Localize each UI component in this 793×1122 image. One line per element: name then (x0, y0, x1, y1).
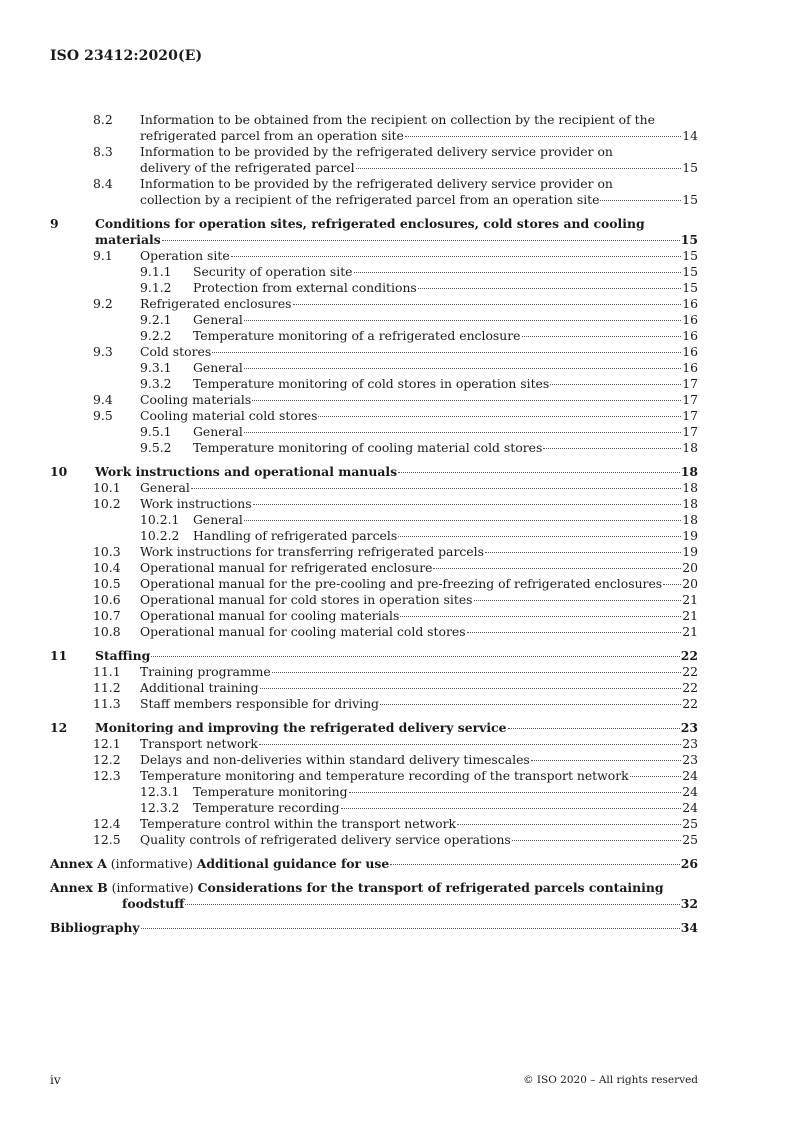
toc-entry-title: Operational manual for cooling material cold stores (140, 624, 466, 639)
toc-entry-title-line (193, 376, 698, 392)
document-header: ISO 23412:2020(E) (50, 48, 203, 64)
dot-leader (212, 352, 681, 353)
toc-entry-page: 17 (682, 424, 698, 439)
toc-entry-page: 19 (682, 528, 698, 543)
dot-leader (457, 824, 681, 825)
dot-leader (405, 136, 681, 137)
toc-entry-title: General (193, 312, 243, 327)
toc-entry-title: Additional guidance for use (196, 856, 390, 871)
toc-entry-number: 12.4 (93, 816, 121, 831)
toc-entry-title: Temperature recording (193, 800, 340, 815)
dot-leader (252, 400, 681, 401)
dot-leader (543, 448, 681, 449)
toc-entry-title: Operation site (140, 248, 230, 263)
toc-entry-title-line (140, 248, 698, 264)
toc-entry-page: 17 (682, 376, 698, 391)
toc-entry-number: 9 (50, 216, 59, 231)
toc-entry-title-line (140, 768, 698, 784)
toc-entry-page: 23 (682, 752, 698, 767)
toc-entry-title-line (140, 144, 698, 160)
toc-entry-title: Cooling materials (140, 392, 252, 407)
dot-leader (191, 488, 681, 489)
toc-entry-page: 15 (682, 280, 698, 295)
toc-entry-title-line (140, 832, 698, 848)
dot-leader (244, 320, 681, 321)
toc-entry-title: Temperature monitoring and temperature recording of the transport network (140, 768, 629, 783)
toc-entry-number: 9.3.1 (140, 360, 172, 375)
toc-entry-page: 15 (682, 248, 698, 263)
toc-entry-page: 18 (682, 440, 698, 455)
dot-leader (151, 656, 680, 657)
toc-entry-number: 10.7 (93, 608, 121, 623)
annex-label: Annex B (50, 880, 108, 895)
toc-entry-title-line (140, 624, 698, 640)
toc-entry-title: Training programme (140, 664, 271, 679)
toc-entry-number: 12.3 (93, 768, 121, 783)
toc-entry-title-line (50, 920, 698, 936)
dot-leader (244, 368, 681, 369)
toc-entry-title: Protection from external conditions (193, 280, 417, 295)
toc-entry-page: 16 (682, 344, 698, 359)
toc-entry-title-line (193, 328, 698, 344)
toc-entry-title-line (95, 648, 698, 664)
toc-entry-title: Operational manual for refrigerated enclosure (140, 560, 433, 575)
dot-leader (400, 616, 681, 617)
toc-entry-page: 15 (682, 264, 698, 279)
toc-entry-title: Monitoring and improving the refrigerated delivery service (95, 720, 507, 735)
toc-entry-title: Cooling material cold stores (140, 408, 318, 423)
toc-entry-title-line (140, 392, 698, 408)
page-number: iv (50, 1073, 61, 1087)
dot-leader (512, 840, 681, 841)
dot-leader (253, 504, 682, 505)
toc-entry-page: 21 (682, 624, 698, 639)
dot-leader (259, 744, 681, 745)
toc-entry-title: Quality controls of refrigerated delivery service operations (140, 832, 511, 847)
dot-leader (663, 584, 681, 585)
toc-entry-page: 15 (682, 160, 698, 175)
toc-entry-title: Conditions for operation sites, refrigerated enclosures, cold stores and cooling (95, 216, 645, 231)
dot-leader (244, 520, 681, 521)
toc-entry-title: foodstuff (122, 896, 185, 911)
toc-entry-title: Work instructions (140, 496, 252, 511)
toc-entry-number: 9.2 (93, 296, 113, 311)
annex-status: (informative) (106, 856, 197, 871)
toc-entry-number: 12.2 (93, 752, 121, 767)
toc-entry-page: 22 (682, 680, 698, 695)
toc-entry-title: General (193, 360, 243, 375)
toc-entry-title-line (193, 800, 698, 816)
toc-entry-title: Handling of refrigerated parcels (193, 528, 398, 543)
toc-entry-page: 21 (682, 592, 698, 607)
toc-entry-number: 9.5 (93, 408, 113, 423)
toc-entry-title: General (193, 424, 243, 439)
toc-entry-page: 25 (682, 832, 698, 847)
toc-entry-title: Operational manual for cooling materials (140, 608, 400, 623)
toc-entry-title-line (140, 296, 698, 312)
toc-entry-title-line (50, 856, 698, 872)
toc-entry-title: Temperature control within the transport network (140, 816, 457, 831)
toc-entry-title: Information to be obtained from the recipient on collection by the recipient of the (140, 112, 655, 127)
toc-entry-number: 11.3 (93, 696, 121, 711)
toc-entry-page: 18 (680, 464, 698, 479)
toc-entry-page: 14 (682, 128, 698, 143)
toc-entry-title: Work instructions and operational manuals (95, 464, 398, 479)
dot-leader (467, 632, 682, 633)
toc-entry-number: 8.4 (93, 176, 113, 191)
toc-entry-title-line (193, 312, 698, 328)
toc-entry-number: 10.8 (93, 624, 121, 639)
toc-entry-number: 10 (50, 464, 68, 479)
toc-entry-title: delivery of the refrigerated parcel (140, 160, 355, 175)
dot-leader (272, 672, 681, 673)
toc-entry-page: 23 (682, 736, 698, 751)
toc-entry-title: Information to be provided by the refrigerated delivery service provider on (140, 144, 613, 159)
toc-entry-title: Cold stores (140, 344, 212, 359)
toc-entry-title: Security of operation site (193, 264, 353, 279)
dot-leader (522, 336, 682, 337)
dot-leader (231, 256, 682, 257)
toc-entry-title: Staffing (95, 648, 151, 663)
toc-entry-title-line (95, 720, 698, 736)
toc-entry-number: 11.2 (93, 680, 121, 695)
toc-entry-title-line (193, 528, 698, 544)
toc-entry-title-line (140, 560, 698, 576)
toc-entry-title-line (140, 592, 698, 608)
toc-entry-number: 12.3.1 (140, 784, 180, 799)
toc-entry-number: 10.4 (93, 560, 121, 575)
toc-entry-title: refrigerated parcel from an operation site (140, 128, 404, 143)
dot-leader (531, 760, 681, 761)
toc-entry-title: Information to be provided by the refrigerated delivery service provider on (140, 176, 613, 191)
toc-entry-number: 12.3.2 (140, 800, 180, 815)
toc-entry-page: 15 (680, 232, 698, 247)
toc-entry-page: 25 (682, 816, 698, 831)
toc-entry-title: Temperature monitoring of a refrigerated enclosure (193, 328, 521, 343)
toc-entry-title-line (140, 496, 698, 512)
toc-entry-number: 10.1 (93, 480, 121, 495)
toc-entry-page: 20 (682, 576, 698, 591)
toc-entry-title: General (140, 480, 190, 495)
toc-entry-page: 20 (682, 560, 698, 575)
toc-entry-page: 24 (682, 768, 698, 783)
dot-leader (341, 808, 682, 809)
toc-entry-title: Work instructions for transferring refrigerated parcels (140, 544, 484, 559)
toc-entry-page: 22 (680, 648, 698, 663)
dot-leader (600, 200, 681, 201)
toc-entry-number: 9.1.2 (140, 280, 172, 295)
toc-entry-title-line (140, 344, 698, 360)
toc-entry-title: Temperature monitoring of cold stores in operation sites (193, 376, 550, 391)
toc-entry-number: 8.2 (93, 112, 113, 127)
toc-entry-page: 18 (682, 512, 698, 527)
toc-entry-title-line (140, 696, 698, 712)
toc-entry-page: 21 (682, 608, 698, 623)
toc-entry-number: 8.3 (93, 144, 113, 159)
toc-entry-page: 22 (682, 696, 698, 711)
toc-entry-title-line (193, 264, 698, 280)
dot-leader (318, 416, 681, 417)
toc-entry-page: 16 (682, 328, 698, 343)
dot-leader (356, 168, 682, 169)
toc-entry-title-line (140, 192, 698, 208)
dot-leader (398, 472, 680, 473)
toc-entry-page: 16 (682, 296, 698, 311)
toc-entry-page: 19 (682, 544, 698, 559)
toc-entry-number: 9.4 (93, 392, 113, 407)
toc-entry-title-line (140, 408, 698, 424)
toc-entry-page: 18 (682, 480, 698, 495)
dot-leader (550, 384, 681, 385)
toc-entry-number: 10.6 (93, 592, 121, 607)
dot-leader (398, 536, 681, 537)
toc-entry-title-line (193, 512, 698, 528)
toc-entry-title-line (140, 128, 698, 144)
toc-entry-title-line (140, 752, 698, 768)
toc-entry-title: Considerations for the transport of refrigerated parcels containing (197, 880, 664, 895)
toc-entry-title-line (140, 480, 698, 496)
toc-entry-number: 12.5 (93, 832, 121, 847)
toc-entry-title-line (95, 464, 698, 480)
toc-entry-title-line (140, 736, 698, 752)
toc-entry-title-line (140, 112, 698, 128)
toc-entry-number: 9.1.1 (140, 264, 172, 279)
toc-entry-number: 11 (50, 648, 68, 663)
toc-entry-number: 10.2.2 (140, 528, 180, 543)
toc-entry-page: 24 (682, 784, 698, 799)
toc-entry-title-line (193, 360, 698, 376)
toc-entry-number: 10.3 (93, 544, 121, 559)
toc-entry-number: 9.1 (93, 248, 113, 263)
toc-entry-title: Transport network (140, 736, 258, 751)
toc-entry-number: 9.5.1 (140, 424, 172, 439)
toc-entry-title-line (193, 784, 698, 800)
toc-entry-title-line (122, 896, 698, 912)
toc-entry-page: 17 (682, 408, 698, 423)
toc-entry-page: 22 (682, 664, 698, 679)
toc-entry-title-line (140, 160, 698, 176)
toc-entry-title: collection by a recipient of the refrigerated parcel from an operation site (140, 192, 600, 207)
toc-entry-page: 16 (682, 360, 698, 375)
toc-entry-number: 10.2.1 (140, 512, 180, 527)
toc-entry-title: Additional training (140, 680, 259, 695)
toc-entry-number: 12 (50, 720, 68, 735)
toc-entry-title: Temperature monitoring of cooling material cold stores (193, 440, 543, 455)
dot-leader (260, 688, 682, 689)
toc-entry-title: Temperature monitoring (193, 784, 348, 799)
toc-entry-title: Bibliography (50, 920, 140, 935)
toc-entry-number: 9.2.2 (140, 328, 172, 343)
toc-entry-page: 18 (682, 496, 698, 511)
toc-entry-number: 9.2.1 (140, 312, 172, 327)
toc-entry-page: 15 (682, 192, 698, 207)
dot-leader (390, 864, 680, 865)
dot-leader (349, 792, 682, 793)
dot-leader (474, 600, 682, 601)
toc-entry-page: 24 (682, 800, 698, 815)
toc-entry-title: Staff members responsible for driving (140, 696, 379, 711)
annex-label: Annex A (50, 856, 107, 871)
toc-entry-title-line (140, 664, 698, 680)
toc-entry-title: Operational manual for the pre-cooling and pre-freezing of refrigerated enclosures (140, 576, 663, 591)
toc-entry-page: 16 (682, 312, 698, 327)
toc-entry-title-line (193, 440, 698, 456)
toc-entry-title-line (140, 608, 698, 624)
toc-entry-title-line (95, 216, 698, 232)
toc-entry-number: 10.2 (93, 496, 121, 511)
dot-leader (244, 432, 681, 433)
dot-leader (418, 288, 681, 289)
toc-entry-number: 11.1 (93, 664, 121, 679)
dot-leader (162, 240, 680, 241)
dot-leader (508, 728, 680, 729)
toc-entry-page: 17 (682, 392, 698, 407)
dot-leader (630, 776, 682, 777)
dot-leader (433, 568, 681, 569)
toc-entry-number: 12.1 (93, 736, 121, 751)
dot-leader (141, 928, 680, 929)
toc-entry-page: 26 (680, 856, 698, 871)
toc-entry-title: Refrigerated enclosures (140, 296, 292, 311)
toc-entry-page: 23 (680, 720, 698, 735)
toc-entry-title-line (193, 424, 698, 440)
toc-entry-title: Operational manual for cold stores in operation sites (140, 592, 473, 607)
toc-entry-title-line (50, 880, 698, 896)
dot-leader (293, 304, 682, 305)
toc-entry-title-line (193, 280, 698, 296)
toc-entry-title: General (193, 512, 243, 527)
toc-entry-title-line (95, 232, 698, 248)
toc-entry-number: 9.3.2 (140, 376, 172, 391)
toc-entry-title: Delays and non-deliveries within standard delivery timescales (140, 752, 530, 767)
toc-entry-page: 34 (680, 920, 698, 935)
toc-entry-title-line (140, 576, 698, 592)
toc-entry-number: 10.5 (93, 576, 121, 591)
toc-entry-title-line (140, 816, 698, 832)
dot-leader (185, 904, 679, 905)
toc-entry-title-line (140, 680, 698, 696)
annex-status: (informative) (107, 880, 198, 895)
dot-leader (380, 704, 681, 705)
toc-entry-number: 9.3 (93, 344, 113, 359)
dot-leader (354, 272, 682, 273)
toc-entry-title-line (140, 176, 698, 192)
dot-leader (485, 552, 681, 553)
toc-entry-title-line (140, 544, 698, 560)
toc-entry-title: materials (95, 232, 161, 247)
toc-entry-page: 32 (680, 896, 698, 911)
toc-entry-number: 9.5.2 (140, 440, 172, 455)
copyright-notice: © ISO 2020 – All rights reserved (523, 1074, 698, 1086)
